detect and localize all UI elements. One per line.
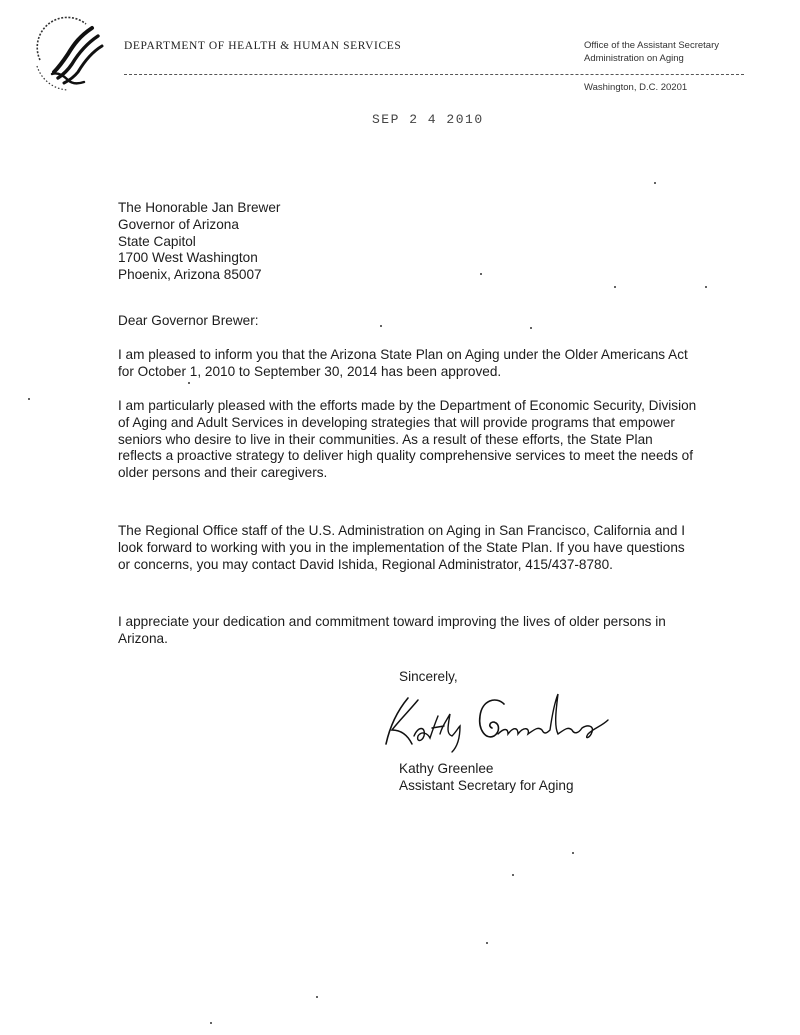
recipient-line-3: State Capitol: [118, 233, 196, 249]
hhs-eagle-seal-icon: [28, 14, 108, 94]
paragraph-efforts: I am particularly pleased with the efforts made by the Department of Economic Security, Division of Aging and Adult Services in developing strategies that will provide programs that empower seniors who desire to live in their communities. As a result of these efforts, the State Plan reflects a proactive strategy to deliver high quality comprehensive services to meet the needs of older persons and their caregivers.: [118, 398, 697, 481]
letterhead-rule: [124, 74, 744, 75]
scan-speck: [188, 382, 190, 384]
department-name: DEPARTMENT OF HEALTH & HUMAN SERVICES: [124, 40, 402, 52]
scan-speck: [530, 327, 532, 329]
salutation: Dear Governor Brewer:: [118, 313, 259, 328]
scan-speck: [316, 996, 318, 998]
signer-block: [399, 760, 574, 794]
scan-speck: [572, 852, 574, 854]
office-line-2: Administration on Aging: [584, 52, 684, 64]
scan-speck: [486, 942, 488, 944]
closing: Sincerely,: [399, 669, 458, 684]
office-line-1: Office of the Assistant Secretary: [584, 40, 719, 51]
scan-speck: [705, 286, 707, 288]
recipient-line-4: 1700 West Washington: [118, 250, 258, 266]
signer-name: Kathy Greenlee: [399, 761, 494, 776]
date-stamp: SEP 2 4 2010: [372, 112, 484, 127]
recipient-address: [118, 200, 698, 284]
recipient-line-2: Governor of Arizona: [118, 216, 239, 232]
scan-speck: [28, 398, 30, 400]
office-block: [584, 40, 719, 65]
scan-speck: [654, 182, 656, 184]
scan-speck: [380, 325, 382, 327]
scan-speck: [210, 1022, 212, 1024]
office-city: Washington, D.C. 20201: [584, 82, 688, 93]
scan-speck: [480, 273, 482, 275]
recipient-line-1: The Honorable Jan Brewer: [118, 200, 281, 215]
paragraph-regional-office: The Regional Office staff of the U.S. Administration on Aging in San Francisco, California and I look forward to working with you in the implementation of the State Plan. If you have questions or concerns, you may contact David Ishida, Regional Administrator, 415/437-8780.: [118, 523, 685, 572]
paragraph-appreciation: I appreciate your dedication and commitment toward improving the lives of older persons in Arizona.: [118, 614, 666, 646]
handwritten-signature: [368, 686, 618, 756]
recipient-line-5: Phoenix, Arizona 85007: [118, 267, 262, 283]
scan-speck: [512, 874, 514, 876]
paragraph-approval: I am pleased to inform you that the Arizona State Plan on Aging under the Older Americans Act for October 1, 2010 to September 30, 2014 has been approved.: [118, 347, 688, 379]
scan-speck: [614, 286, 616, 288]
signer-title: Assistant Secretary for Aging: [399, 778, 574, 793]
